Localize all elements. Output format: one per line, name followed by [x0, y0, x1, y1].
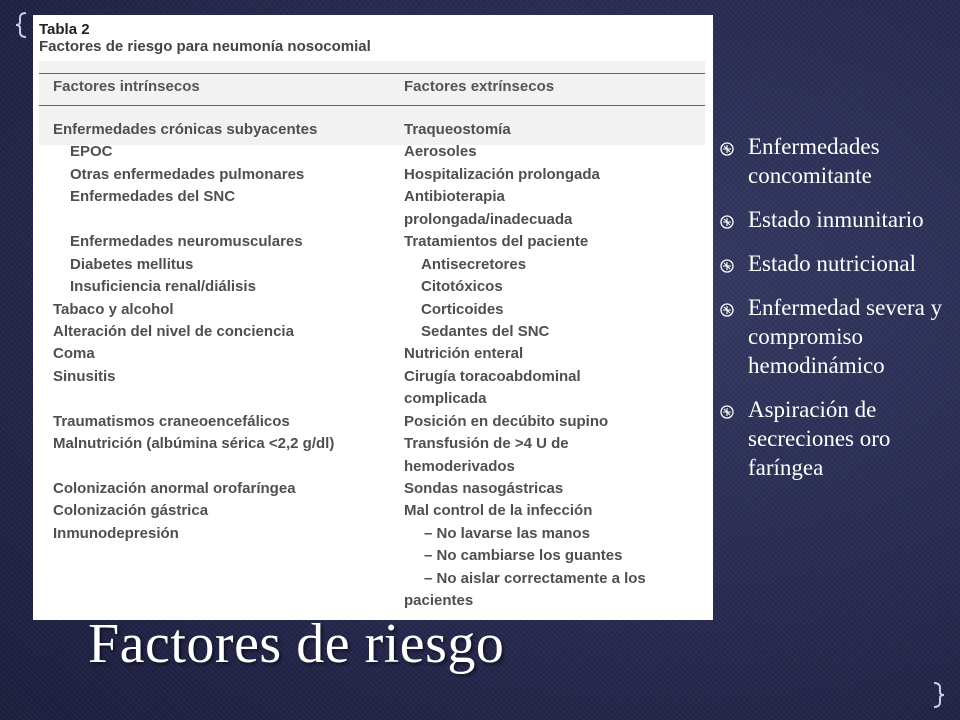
table-cell: Enfermedades del SNC — [70, 188, 236, 206]
bullet-text: Enfermedad severa y compromiso hemodinámico — [748, 295, 943, 378]
header-intrinsic: Factores intrínsecos — [53, 78, 200, 95]
table-cell: prolongada/inadecuada — [404, 210, 573, 228]
decorative-bullet-icon — [720, 303, 734, 317]
table-cell — [53, 456, 398, 478]
table-cell — [53, 388, 398, 410]
table-cell: complicada — [404, 390, 487, 408]
table-cell: Citotóxicos — [421, 278, 503, 296]
table-rule — [39, 105, 705, 106]
table-cell: – No lavarse las manos — [424, 524, 590, 542]
table-cell: Traqueostomía — [404, 121, 511, 138]
table-cell: Transfusión de >4 U de — [404, 435, 569, 453]
bracket-top-left-icon — [14, 12, 32, 38]
extrinsic-column — [404, 119, 704, 613]
bullet-text: Aspiración de secreciones oro faríngea — [748, 397, 891, 480]
table-cell: Tratamientos del paciente — [404, 233, 589, 251]
table-cell: Aerosoles — [404, 143, 477, 161]
table-cell: Tabaco y alcohol — [53, 300, 174, 318]
bullet-text: Estado inmunitario — [748, 207, 924, 232]
table-cell: Hospitalización prolongada — [404, 165, 600, 183]
table-cell: Corticoides — [421, 300, 504, 318]
list-item — [718, 293, 954, 380]
table-cell: pacientes — [404, 592, 474, 610]
table-title: Tabla 2 — [39, 21, 90, 38]
bracket-bottom-right-icon — [928, 682, 946, 708]
table-cell — [53, 209, 398, 231]
list-item — [718, 132, 954, 190]
table-cell: Enfermedades crónicas subyacentes — [53, 121, 318, 138]
table-cell: Insuficiencia renal/diálisis — [70, 278, 256, 296]
intrinsic-column — [53, 119, 398, 545]
table-cell: – No aislar correctamente a los — [424, 569, 646, 587]
table-cell: Colonización gástrica — [53, 502, 209, 520]
table-cell: Traumatismos craneoencefálicos — [53, 412, 290, 430]
table-cell: Colonización anormal orofaríngea — [53, 480, 296, 497]
bullet-text: Estado nutricional — [748, 251, 916, 276]
table-cell: Antibioterapia — [404, 188, 505, 206]
bullet-list — [718, 132, 954, 497]
header-extrinsic: Factores extrínsecos — [404, 78, 555, 95]
page-title: Factores de riesgo — [88, 613, 505, 675]
table-cell: Alteración del nivel de conciencia — [53, 322, 294, 340]
table-cell: Nutrición enteral — [404, 345, 524, 363]
table-cell: Antisecretores — [421, 255, 527, 273]
decorative-bullet-icon — [720, 215, 734, 229]
table-cell: Enfermedades neuromusculares — [70, 233, 303, 251]
table-cell: Cirugía toracoabdominal — [404, 367, 581, 385]
table-cell: Coma — [53, 345, 95, 363]
decorative-bullet-icon — [720, 142, 734, 156]
list-item — [718, 249, 954, 278]
table-cell: Malnutrición (albúmina sérica <2,2 g/dl) — [53, 435, 335, 453]
table-cell: Sedantes del SNC — [421, 322, 550, 340]
table-cell: Sondas nasogástricas — [404, 480, 564, 497]
risk-factors-table — [33, 15, 713, 620]
table-cell: Otras enfermedades pulmonares — [70, 165, 305, 183]
decorative-bullet-icon — [720, 259, 734, 273]
bullet-text: Enfermedades concomitante — [748, 134, 880, 188]
table-cell: Inmunodepresión — [53, 524, 179, 542]
decorative-bullet-icon — [720, 405, 734, 419]
table-cell: EPOC — [70, 143, 113, 161]
table-cell: Sinusitis — [53, 367, 116, 385]
table-cell: – No cambiarse los guantes — [424, 547, 623, 565]
table-rule — [39, 73, 705, 74]
list-item — [718, 395, 954, 482]
table-cell: Diabetes mellitus — [70, 255, 194, 273]
table-subtitle: Factores de riesgo para neumonía nosocomial — [39, 38, 371, 55]
table-cell: Mal control de la infección — [404, 502, 593, 520]
list-item — [718, 205, 954, 234]
table-cell: hemoderivados — [404, 457, 515, 475]
table-cell: Posición en decúbito supino — [404, 412, 609, 430]
